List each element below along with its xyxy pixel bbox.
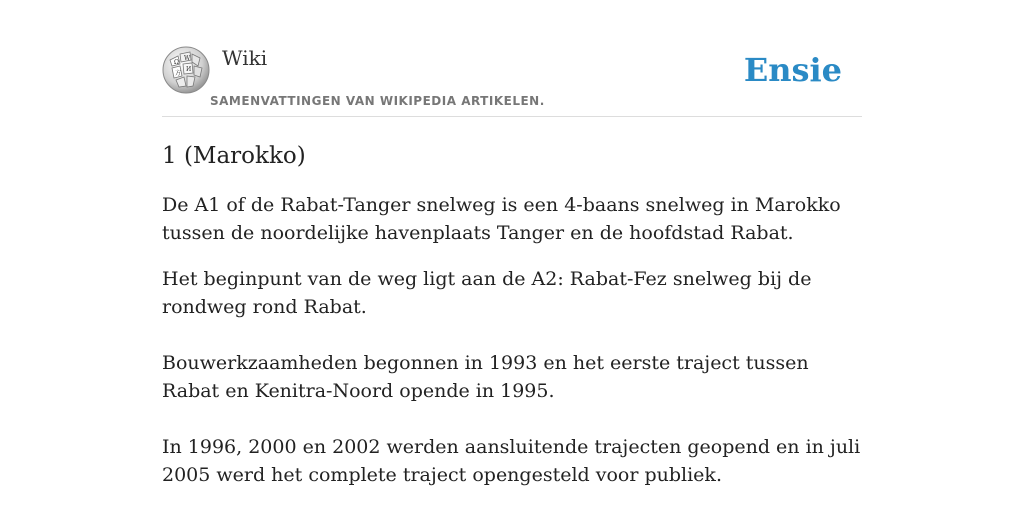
site-header bbox=[162, 46, 862, 117]
article-paragraph: De A1 of de Rabat-Tanger snelweg is een 4-baans snelweg in Marokko tussen de noordelijke havenplaats Tanger en de hoofdstad Rabat. bbox=[162, 194, 841, 244]
svg-text:И: И bbox=[186, 66, 192, 73]
article-title: 1 (Marokko) bbox=[162, 143, 306, 169]
brand-logo-link[interactable]: Ensie bbox=[743, 51, 842, 89]
svg-text:方: 方 bbox=[175, 70, 182, 77]
wikipedia-globe-icon[interactable] bbox=[162, 46, 210, 94]
article-paragraph: Bouwerkzaamheden begonnen in 1993 en het eerste traject tussen Rabat en Kenitra-Noord opende in 1995. bbox=[162, 352, 809, 402]
site-title[interactable]: Wiki bbox=[222, 46, 268, 70]
svg-text:Ω: Ω bbox=[174, 59, 179, 66]
article-paragraph: In 1996, 2000 en 2002 werden aansluitende trajecten geopend en in juli 2005 werd het complete traject opengesteld voor publiek. bbox=[162, 436, 861, 486]
page bbox=[162, 0, 862, 489]
article-content bbox=[162, 191, 862, 489]
site-tagline: SAMENVATTINGEN VAN WIKIPEDIA ARTIKELEN. bbox=[210, 94, 545, 108]
article-paragraph: Het beginpunt van de weg ligt aan de A2: Rabat-Fez snelweg bij de rondweg rond Rabat. bbox=[162, 268, 812, 318]
svg-text:W: W bbox=[184, 55, 191, 62]
